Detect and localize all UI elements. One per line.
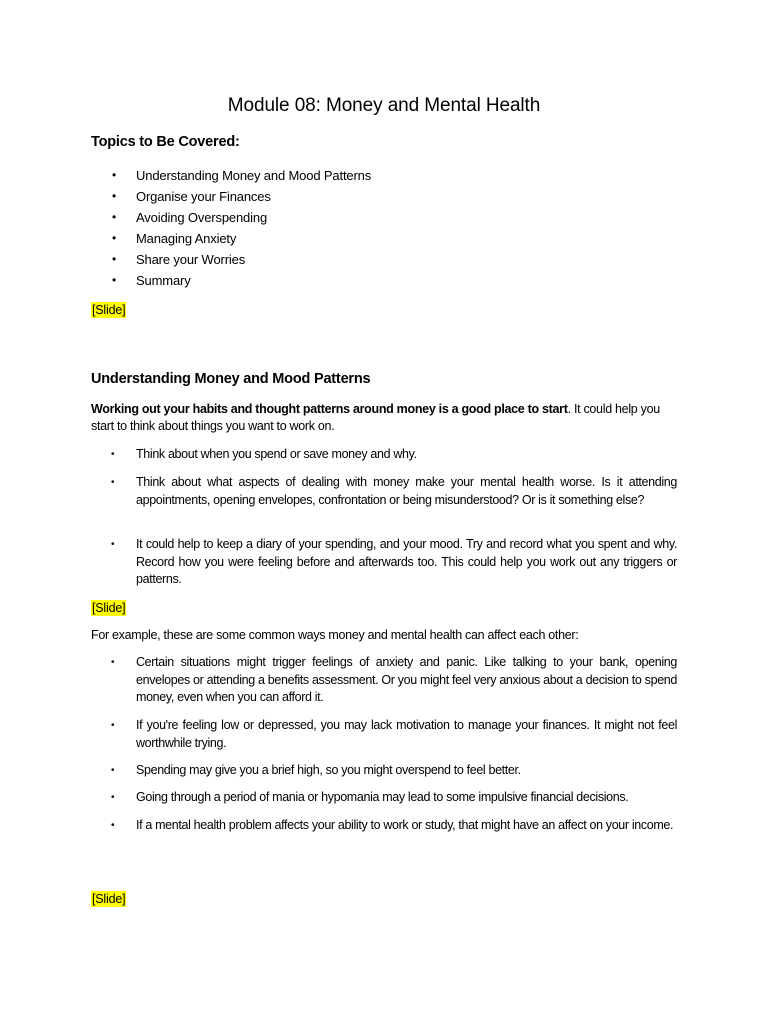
example-intro: For example, these are some common ways money and mental health can affect each other:: [91, 628, 579, 642]
list-item-text: Going through a period of mania or hypomania may lead to some impulsive financial decisions.: [136, 790, 629, 804]
intro-bold-text: Working out your habits and thought patterns around money is a good place to start: [91, 402, 568, 416]
bullet-icon: •: [112, 231, 117, 246]
list-item-text: Spending may give you a brief high, so you might overspend to feel better.: [136, 763, 521, 777]
bullet-icon: •: [111, 657, 115, 668]
list-item-text: It could help to keep a diary of your spending, and your mood. Try and record what you spent and why. Record how you were feeling before and afterwards too. This could help you work out any triggers or patterns.: [136, 537, 677, 587]
bullet-icon: •: [111, 820, 115, 831]
intro-paragraph: [91, 401, 677, 436]
bullet-icon: •: [112, 168, 117, 182]
slide-marker: [Slide]: [92, 303, 126, 317]
topic-label: Organise your Finances: [136, 189, 271, 205]
topic-label: Avoiding Overspending: [136, 210, 268, 226]
bullet-icon: •: [112, 273, 117, 288]
list-item: [91, 762, 677, 780]
bullet-icon: •: [111, 765, 115, 776]
topic-item: [91, 207, 371, 228]
topic-label: Summary: [136, 273, 191, 289]
list-item-text: Think about what aspects of dealing with money make your mental health worse. Is it attending appointments, opening envelopes, confrontation or being misunderstood? Or is it something else?: [136, 475, 677, 507]
bullet-icon: •: [112, 210, 117, 225]
slide-marker: [Slide]: [92, 892, 126, 906]
bullet-icon: •: [112, 252, 117, 267]
bullet-icon: •: [111, 720, 115, 731]
topic-item: [91, 249, 371, 270]
bullet-icon: •: [111, 449, 115, 460]
list-item: [91, 717, 677, 752]
bullet-icon: •: [112, 189, 117, 204]
list-item-text: If a mental health problem affects your ability to work or study, that might have an affect on your income.: [136, 818, 674, 832]
topic-item: [91, 186, 371, 207]
topics-heading: Topics to Be Covered:: [91, 134, 240, 150]
intro-text: . It could help you start to think about things you want to work on.: [91, 402, 660, 434]
topic-item: [91, 270, 371, 291]
list-item-text: Certain situations might trigger feelings of anxiety and panic. Like talking to your bank, opening envelopes or attending a benefits assessment. Or you might feel very anxious about a decision to spend money, even when you can afford it.: [136, 655, 677, 705]
list-item: [91, 654, 677, 707]
topic-label: Managing Anxiety: [136, 231, 237, 247]
bullet-icon: •: [111, 539, 115, 550]
bullet-icon: •: [111, 477, 115, 488]
list-item: [91, 446, 677, 464]
topics-list: [91, 165, 371, 292]
bullet-icon: •: [111, 792, 115, 803]
list-item: [91, 789, 677, 807]
topic-label: Share your Worries: [136, 252, 246, 268]
list-item-text: Think about when you spend or save money and why.: [136, 447, 417, 461]
page-title: Module 08: Money and Mental Health: [227, 95, 541, 116]
section-heading: Understanding Money and Mood Patterns: [91, 371, 371, 387]
list-item: [91, 817, 677, 835]
list-item: [91, 536, 677, 589]
topic-item: [91, 228, 371, 249]
list-item: [91, 474, 677, 509]
list-item-text: If you're feeling low or depressed, you may lack motivation to manage your finances. It might not feel worthwhile trying.: [136, 718, 677, 750]
topic-label: Understanding Money and Mood Patterns: [136, 168, 372, 183]
slide-marker: [Slide]: [92, 601, 126, 615]
topic-item: [91, 165, 371, 186]
